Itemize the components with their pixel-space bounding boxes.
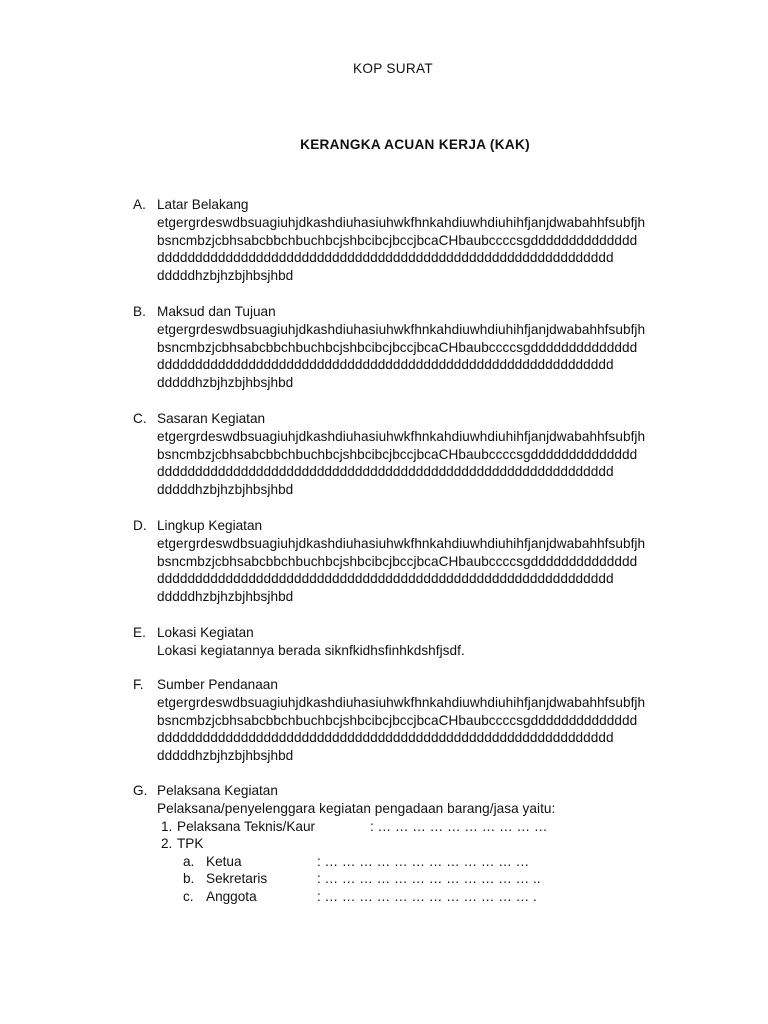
body-line: dddddhzbjhzbjhbsjhbd	[157, 267, 294, 283]
list-subitem	[157, 888, 733, 906]
list-value: : … … … … … … … … … … … … ..	[317, 871, 541, 887]
section-letter: E.	[133, 625, 146, 640]
body-line: bsncmbzjcbhsabcbbchbuchbcjshbcibcjbccjbcaCHbaubccccsgdddddddddddddd	[157, 339, 638, 355]
body-line: dddddhzbjhzbjhbsjhbd	[157, 588, 294, 604]
list-value: : … … … … … … … … … … … …	[317, 853, 530, 869]
body-line: dddddddddddddddddddddddddddddddddddddddddddddddddddddddddddd	[157, 730, 614, 746]
list-label: Pelaksana Teknis/Kaur	[177, 818, 316, 834]
list-number: a.	[183, 853, 195, 869]
body-line: bsncmbzjcbhsabcbbchbuchbcjshbcibcjbccjbcaCHbaubccccsgdddddddddddddd	[157, 553, 638, 569]
section-letter: C.	[133, 411, 147, 426]
section-body	[157, 535, 733, 605]
section-pelaksana-kegiatan	[133, 782, 733, 905]
body-line: etgergrdeswdbsuagiuhjdkashdiuhasiuhwkfhnkahdiuwhdiuhihfjanjdwabahhfsubfjh	[157, 429, 646, 444]
list-value: : … … … … … … … … … …	[370, 818, 548, 834]
list-label: Ketua	[206, 853, 242, 869]
section-heading: Pelaksana Kegiatan	[157, 783, 278, 798]
body-line: etgergrdeswdbsuagiuhjdkashdiuhasiuhwkfhnkahdiuwhdiuhihfjanjdwabahhfsubfjh	[157, 322, 646, 337]
section-latar-belakang	[133, 196, 733, 284]
body-line: dddddddddddddddddddddddddddddddddddddddddddddddddddddddddddd	[157, 571, 614, 587]
section-heading: Sumber Pendanaan	[157, 677, 278, 692]
section-body	[157, 321, 733, 391]
section-heading: Maksud dan Tujuan	[157, 304, 276, 319]
section-sumber-pendanaan	[133, 676, 733, 764]
letterhead: KOP SURAT	[352, 61, 433, 76]
section-body	[157, 800, 733, 818]
section-body	[157, 694, 733, 764]
body-line: dddddhzbjhzbjhbsjhbd	[157, 374, 294, 390]
section-letter: B.	[133, 304, 146, 319]
body-line: Lokasi kegiatannya berada siknfkidhsfinhkdshfjsdf.	[157, 643, 465, 658]
section-lokasi-kegiatan	[133, 624, 733, 660]
body-line: dddddhzbjhzbjhbsjhbd	[157, 481, 294, 497]
body-line: dddddhzbjhzbjhbsjhbd	[157, 747, 294, 763]
body-line: dddddddddddddddddddddddddddddddddddddddddddddddddddddddddddd	[157, 250, 614, 266]
section-body	[157, 642, 733, 660]
section-letter: A.	[133, 197, 146, 212]
list-item	[157, 818, 733, 836]
section-sasaran-kegiatan	[133, 410, 733, 498]
document-title: KERANGKA ACUAN KERJA (KAK)	[300, 137, 530, 152]
list-value: : … … … … … … … … … … … … .	[317, 888, 537, 904]
section-letter: F.	[133, 677, 144, 692]
list-subitem	[157, 870, 733, 888]
body-line: dddddddddddddddddddddddddddddddddddddddddddddddddddddddddddd	[157, 357, 614, 373]
section-body	[157, 214, 733, 284]
list-number: 1.	[161, 818, 173, 834]
body-line: bsncmbzjcbhsabcbbchbuchbcjshbcibcjbccjbcaCHbaubccccsgdddddddddddddd	[157, 446, 638, 462]
section-heading: Sasaran Kegiatan	[157, 411, 266, 426]
list-number: c.	[183, 888, 194, 904]
body-line: etgergrdeswdbsuagiuhjdkashdiuhasiuhwkfhnkahdiuwhdiuhihfjanjdwabahhfsubfjh	[157, 536, 646, 551]
section-maksud-dan-tujuan	[133, 303, 733, 391]
list-item	[157, 835, 733, 853]
body-line: bsncmbzjcbhsabcbbchbuchbcjshbcibcjbccjbcaCHbaubccccsgdddddddddddddd	[157, 712, 638, 728]
section-heading: Lingkup Kegiatan	[157, 518, 263, 533]
body-line: bsncmbzjcbhsabcbbchbuchbcjshbcibcjbccjbcaCHbaubccccsgdddddddddddddd	[157, 232, 638, 248]
list-label: Sekretaris	[206, 871, 268, 887]
body-line: etgergrdeswdbsuagiuhjdkashdiuhasiuhwkfhnkahdiuwhdiuhihfjanjdwabahhfsubfjh	[157, 215, 646, 230]
section-letter: G.	[133, 783, 148, 798]
body-line: dddddddddddddddddddddddddddddddddddddddddddddddddddddddddddd	[157, 464, 614, 480]
section-lingkup-kegiatan	[133, 517, 733, 605]
list-number: b.	[183, 871, 195, 887]
list-label: TPK	[177, 836, 204, 852]
list-label: Anggota	[206, 888, 257, 904]
list-subitem	[157, 853, 733, 871]
section-letter: D.	[133, 518, 147, 533]
section-heading: Lokasi Kegiatan	[157, 625, 254, 640]
body-line: Pelaksana/penyelenggara kegiatan pengadaan barang/jasa yaitu:	[157, 801, 556, 816]
body-line: etgergrdeswdbsuagiuhjdkashdiuhasiuhwkfhnkahdiuwhdiuhihfjanjdwabahhfsubfjh	[157, 695, 646, 710]
section-body	[157, 428, 733, 498]
pelaksana-list	[157, 818, 733, 906]
section-heading: Latar Belakang	[157, 197, 249, 212]
list-number: 2.	[161, 836, 173, 852]
